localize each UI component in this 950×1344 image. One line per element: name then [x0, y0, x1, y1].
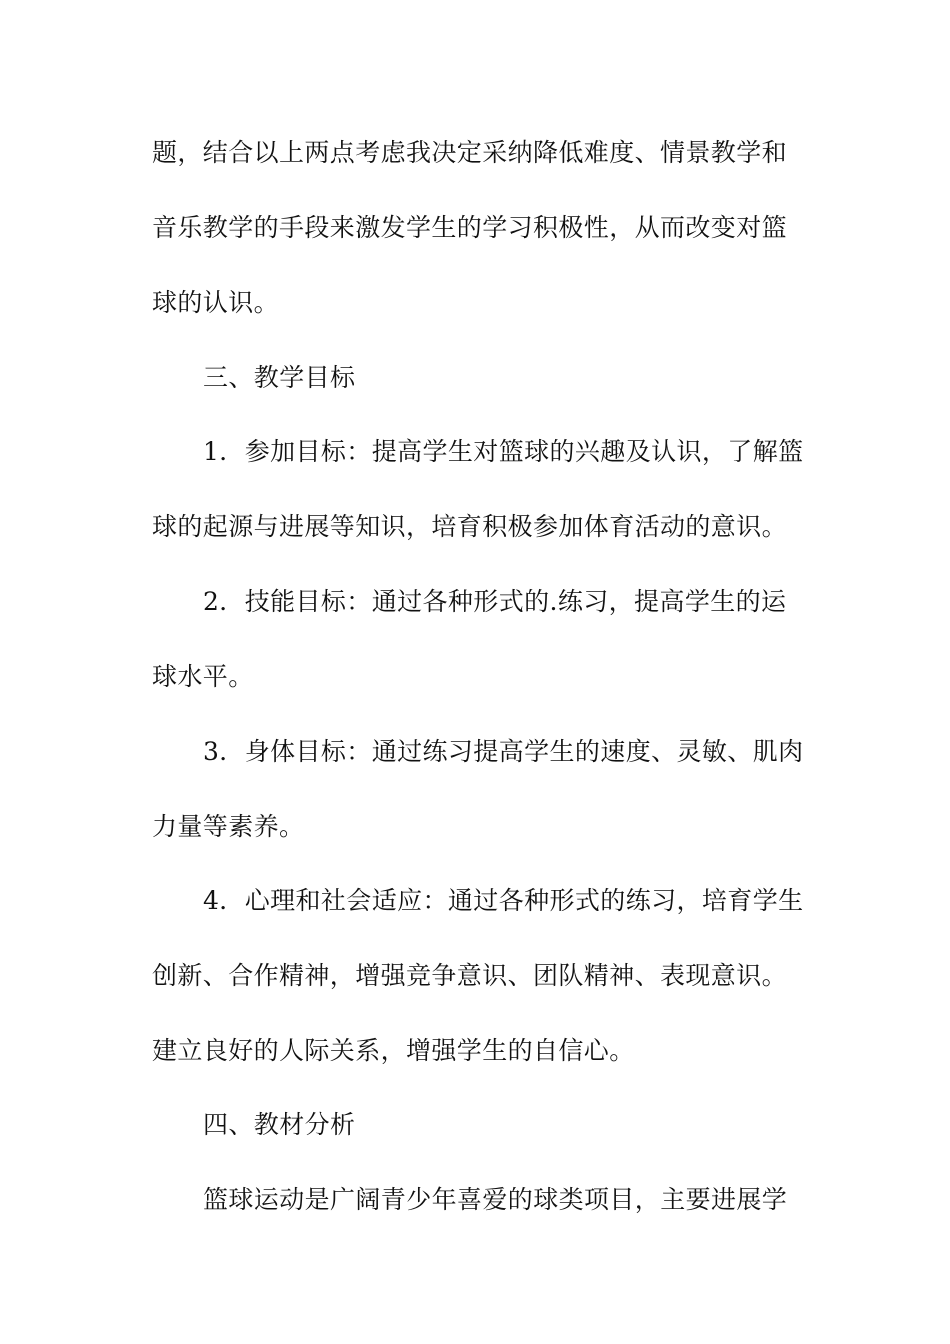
text-line: 篮球运动是广阔青少年喜爱的球类项目，主要进展学	[203, 1185, 788, 1214]
text-line: 1．参加目标：提高学生对篮球的兴趣及认识，了解篮	[203, 437, 804, 466]
text-line: 题，结合以上两点考虑我决定采纳降低难度、情景教学和	[152, 138, 788, 167]
text-line: 建立良好的人际关系，增强学生的自信心。	[152, 1036, 635, 1065]
text-line: 力量等素养。	[152, 812, 305, 841]
text-line: 3．身体目标：通过练习提高学生的速度、灵敏、肌肉	[203, 737, 804, 766]
text-line: 创新、合作精神，增强竞争意识、团队精神、表现意识。	[152, 961, 788, 990]
text-line: 球水平。	[152, 662, 254, 691]
text-line: 球的认识。	[152, 288, 280, 317]
text-line: 球的起源与进展等知识，培育积极参加体育活动的意识。	[152, 512, 788, 541]
text-line: 音乐教学的手段来激发学生的学习积极性，从而改变对篮	[152, 213, 788, 242]
text-line: 2．技能目标：通过各种形式的.练习，提高学生的运	[203, 587, 787, 616]
section-heading: 三、教学目标	[203, 363, 356, 392]
section-heading: 四、教材分析	[203, 1110, 356, 1139]
text-line: 4．心理和社会适应：通过各种形式的练习，培育学生	[203, 886, 804, 915]
